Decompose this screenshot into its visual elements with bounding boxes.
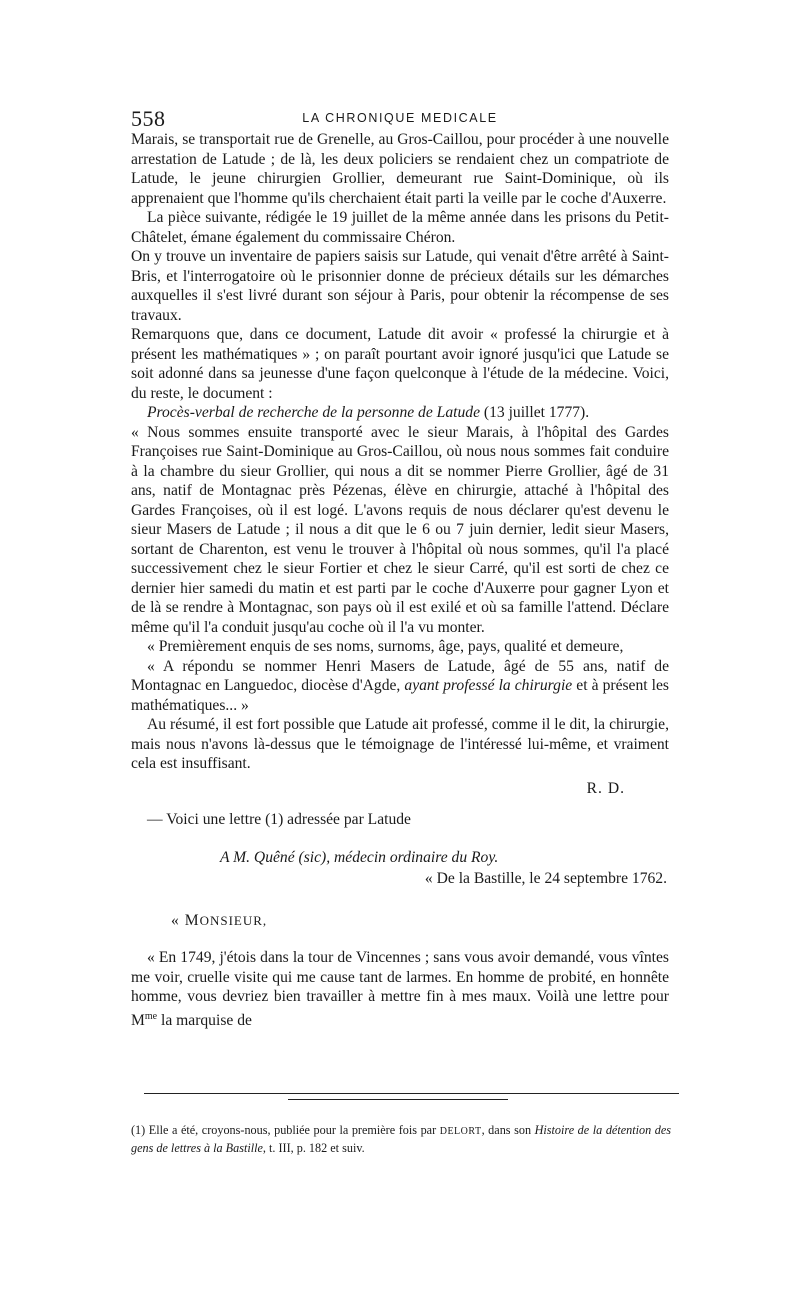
running-title: LA CHRONIQUE MEDICALE <box>302 111 498 125</box>
proces-verbal-title: Procès-verbal de recherche de la personne de Latude <box>147 404 480 421</box>
footnote-mid: , dans son <box>481 1123 535 1137</box>
salutation-initial: M <box>184 911 200 929</box>
paragraph: Marais, se transportait rue de Grenelle, au Gros-Caillou, pour procéder à une nouvelle arrestation de Latude ; de là, les deux policiers se rendaient chez un compatriote de Latude, le jeune chirurgien Grollier, demeurant rue Saint-Dominique, où ils apprenaient que l'homme qu'ils cherchaient était parti la veille par le coche d'Auxerre. <box>131 131 669 207</box>
letter-tail: la marquise de <box>157 1011 252 1029</box>
paragraph: Au résumé, il est fort possible que Latude ait professé, comme il le dit, la chirurgie, mais nous n'avons là-dessus que le témoignage de l'intéressé lui-même, et vraiment cela est insuffisant. <box>131 716 669 772</box>
letter-paragraph <box>131 948 669 1030</box>
salutation-rest: ONSIEUR, <box>199 912 268 928</box>
quoted-paragraph <box>131 657 669 716</box>
paragraph: La pièce suivante, rédigée le 19 juillet de la même année dans les prisons du Petit-Châtelet, émane également du commissaire Chéron. <box>131 209 669 246</box>
footnote-author: DELORT <box>439 1126 482 1137</box>
letter-dateline: « De la Bastille, le 24 septembre 1762. <box>424 870 667 887</box>
page-header <box>131 108 669 130</box>
body-text <box>131 130 669 1030</box>
quote-tail: et à présent les mathématiques... » <box>131 677 669 714</box>
proces-verbal-heading <box>131 403 669 423</box>
footnote-end: , t. III, p. 182 et suiv. <box>262 1141 365 1155</box>
paragraph: Remarquons que, dans ce document, Latude dit avoir « professé la chirurgie et à présent les mathématiques » ; on paraît pourtant avoir ignoré jusqu'ici que Latude se soit adonné dans sa jeunesse d'une façon quelconque à l'étude de la médecine. Voici, du reste, le document : <box>131 326 669 402</box>
letter-text: « En 1749, j'étois dans la tour de Vincennes ; sans vous avoir demandé, vous vîntes me voir, cruelle visite qui me cause tant de larmes. En homme de probité, en honnête homme, vous devriez bien travailler à mettre fin à mes maux. Voilà une lettre pour M <box>131 949 669 1029</box>
letter-addressee: A M. Quêné (sic), médecin ordinaire du Roy. <box>220 848 499 866</box>
letter-superscript: me <box>144 1010 158 1022</box>
footnote-rule-short <box>288 1099 508 1100</box>
quoted-paragraph: « Premièrement enquis de ses noms, surnoms, âge, pays, qualité et demeure, <box>147 638 624 655</box>
quoted-paragraph: « Nous sommes ensuite transporté avec le sieur Marais, à l'hôpital des Gardes Françoises rue Saint-Dominique au Gros-Caillou, où nous nous sommes fait conduire à la chambre du sieur Grollier, qui nous a dit se nommer Pierre Grollier, âgé de 31 ans, natif de Montagnac près Pézenas, élève en chirurgie, attaché à l'hôpital des Gardes Françoises, où il est logé. L'avons requis de nous déclarer qu'est devenu le sieur Masers de Latude ; il nous a dit que le 6 ou 7 juin dernier, ledit sieur Masers, sortant de Charenton, est venu le trouver à l'hôpital où nous sommes, qu'il l'a placé successivement chez le sieur Fortier et chez le sieur Carré, qu'il est sorti de chez ce dernier hier samedi du matin et est parti par le coche d'Auxerre pour gagner Lyon et de là se rendre à Montagnac, son pays où il est exilé et où sa famille l'attend. Déclare même qu'il l'a conduit jusqu'au coche où il l'a vu monter. <box>131 423 669 636</box>
footnote-work-title: Histoire de la détention des gens de lettres à la Bastille <box>131 1123 671 1155</box>
footnote-rule <box>144 1093 679 1094</box>
salutation-quote: « <box>171 911 185 929</box>
paragraph: On y trouve un inventaire de papiers saisis sur Latude, qui venait d'être arrêté à Saint-Bris, et l'interrogatoire où le prisonnier donne de précieux détails sur les démarches auxquelles il s'est livré durant son séjour à Paris, pour obtenir la récompense de ses travaux. <box>131 248 669 324</box>
signature: R. D. <box>586 779 625 797</box>
footnote <box>131 1122 671 1157</box>
page-number: 558 <box>131 106 166 131</box>
footnote-lead: (1) Elle a été, croyons-nous, publiée pour la première fois par <box>131 1123 440 1137</box>
quote-text: « A répondu se nommer Henri Masers de Latude, âgé de 55 ans, natif de Montagnac en Languedoc, diocèse d'Agde, <box>131 657 669 694</box>
letter-salutation <box>131 911 669 931</box>
quote-italic: ayant professé la chirurgie <box>404 677 573 694</box>
proces-verbal-date: (13 juillet 1777). <box>480 404 590 421</box>
letter-intro: — Voici une lettre (1) adressée par Latude <box>147 811 411 828</box>
